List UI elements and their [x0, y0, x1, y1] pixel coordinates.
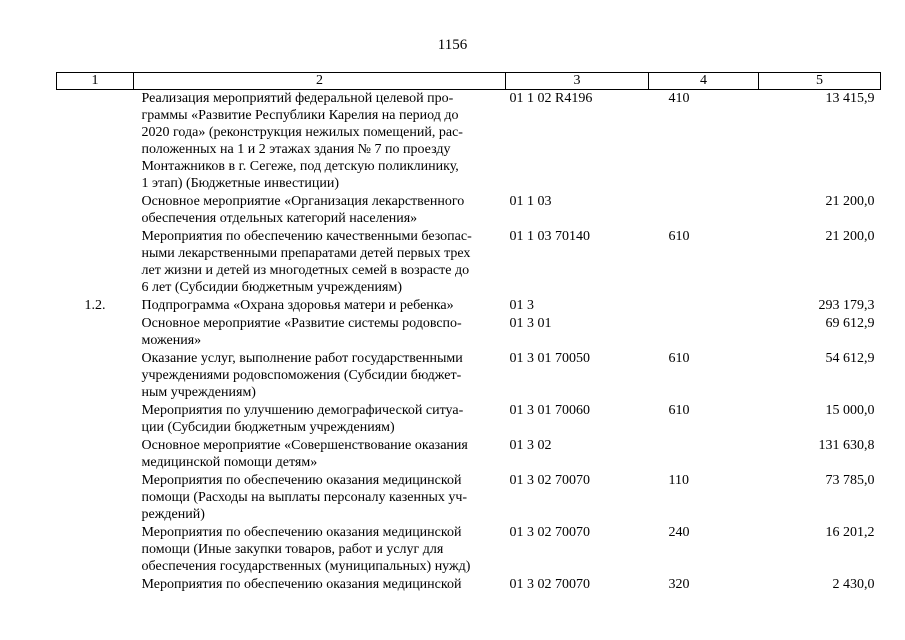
table-row [57, 402, 881, 437]
row-code: 01 3 02 [509, 438, 552, 453]
row-name-line: Мероприятия по улучшению демографической ситуа- [141, 403, 464, 418]
row-code: 01 3 01 70050 [509, 351, 590, 366]
page-number: 1156 [437, 37, 468, 53]
row-number [57, 472, 134, 524]
row-type: 610 [668, 403, 690, 418]
row-type [649, 193, 759, 228]
row-name-line: Реализация мероприятий федеральной целевой про- [141, 91, 454, 106]
row-type: 610 [668, 229, 690, 244]
table-row [57, 228, 881, 297]
row-number [57, 402, 134, 437]
row-code: 01 3 02 70070 [509, 525, 590, 540]
row-code: 01 1 03 [509, 194, 552, 209]
row-name [134, 472, 506, 524]
row-name-line: Основное мероприятие «Совершенствование оказания [141, 438, 468, 453]
column-header: 2 [134, 73, 506, 90]
row-code: 01 1 02 R4196 [509, 91, 593, 106]
row-number [57, 576, 134, 594]
row-name [134, 315, 506, 350]
row-name-line: помощи (Расходы на выплаты персоналу казенных уч- [141, 490, 468, 505]
row-amount: 16 201,2 [825, 525, 875, 540]
row-type: 240 [668, 525, 690, 540]
row-amount: 13 415,9 [825, 91, 875, 106]
row-name-line: Основное мероприятие «Организация лекарственного [141, 194, 465, 209]
row-code: 01 3 02 70070 [509, 577, 590, 592]
row-name-line: Монтажников в г. Сегеже, под детскую поликлинику, [141, 159, 459, 174]
row-type: 320 [668, 577, 690, 592]
row-type [649, 437, 759, 472]
row-amount: 54 612,9 [825, 351, 875, 366]
row-name-line: Мероприятия по обеспечению оказания медицинской [141, 473, 462, 488]
row-amount: 21 200,0 [825, 194, 875, 209]
row-type: 610 [668, 351, 690, 366]
row-name-line: 6 лет (Субсидии бюджетным учреждениям) [141, 280, 403, 295]
row-type [649, 315, 759, 350]
row-name [134, 228, 506, 297]
row-name-line: обеспечения государственных (муниципальных) нужд) [141, 559, 471, 574]
row-code: 01 3 01 70060 [509, 403, 590, 418]
row-name-line: ции (Субсидии бюджетным учреждениям) [141, 420, 395, 435]
row-type: 410 [668, 91, 690, 106]
row-number [57, 524, 134, 576]
table-row [57, 437, 881, 472]
row-number [57, 437, 134, 472]
column-header: 4 [649, 73, 759, 90]
row-name [134, 524, 506, 576]
row-name-line: Оказание услуг, выполнение работ государственными [141, 351, 463, 366]
row-type [649, 297, 759, 315]
row-name [134, 402, 506, 437]
row-number [57, 228, 134, 297]
row-name-line: помощи (Иные закупки товаров, работ и услуг для [141, 542, 444, 557]
row-name-line: положенных на 1 и 2 этажах здания № 7 по проезду [141, 142, 451, 157]
row-name-line: медицинской помощи детям» [141, 455, 318, 470]
row-name-line: Мероприятия по обеспечению качественными безопас- [141, 229, 472, 244]
table-row [57, 315, 881, 350]
row-amount: 2 430,0 [832, 577, 875, 592]
row-name-line: Мероприятия по обеспечению оказания медицинской [141, 577, 462, 592]
row-code: 01 3 01 [509, 316, 552, 331]
row-name [134, 297, 506, 315]
row-amount: 131 630,8 [818, 438, 875, 453]
row-amount: 15 000,0 [825, 403, 875, 418]
row-amount: 73 785,0 [825, 473, 875, 488]
column-header: 5 [759, 73, 881, 90]
row-name-line: Подпрограмма «Охрана здоровья матери и ребенка» [141, 298, 454, 313]
row-name-line: учреждениями родовспоможения (Субсидии бюджет- [141, 368, 462, 383]
table-row [57, 297, 881, 315]
row-code: 01 1 03 70140 [509, 229, 590, 244]
column-header-row [57, 73, 881, 90]
row-name-line: можения» [141, 333, 202, 348]
row-name [134, 576, 506, 594]
column-header: 3 [506, 73, 649, 90]
row-name-line: 1 этап) (Бюджетные инвестиции) [141, 176, 340, 191]
row-amount: 293 179,3 [818, 298, 875, 313]
row-amount: 21 200,0 [825, 229, 875, 244]
row-type: 110 [668, 473, 689, 488]
table-row [57, 90, 881, 194]
row-name-line: ным учреждениям) [141, 385, 256, 400]
table-row [57, 193, 881, 228]
row-name-line: лет жизни и детей из многодетных семей в возрасте до [141, 263, 470, 278]
row-name-line: обеспечения отдельных категорий населения» [141, 211, 418, 226]
row-name-line: 2020 года» (реконструкция нежилых помещений, рас- [141, 125, 463, 140]
row-name-line: граммы «Развитие Республики Карелия на период до [141, 108, 459, 123]
column-header: 1 [57, 73, 134, 90]
row-number [57, 90, 134, 194]
row-name [134, 90, 506, 194]
row-number [57, 193, 134, 228]
row-name [134, 193, 506, 228]
table-row [57, 472, 881, 524]
table-row [57, 524, 881, 576]
row-name [134, 350, 506, 402]
row-name [134, 437, 506, 472]
row-number: 1.2. [84, 298, 106, 313]
row-name-line: Основное мероприятие «Развитие системы родовспо- [141, 316, 462, 331]
row-number [57, 350, 134, 402]
row-code: 01 3 [509, 298, 534, 313]
table-row [57, 350, 881, 402]
budget-table [56, 72, 881, 594]
table-row [57, 576, 881, 594]
row-name-line: ными лекарственными препаратами детей первых трех [141, 246, 471, 261]
row-name-line: реждений) [141, 507, 205, 522]
table-body [57, 90, 881, 595]
row-amount: 69 612,9 [825, 316, 875, 331]
row-number [57, 315, 134, 350]
row-name-line: Мероприятия по обеспечению оказания медицинской [141, 525, 462, 540]
row-code: 01 3 02 70070 [509, 473, 590, 488]
